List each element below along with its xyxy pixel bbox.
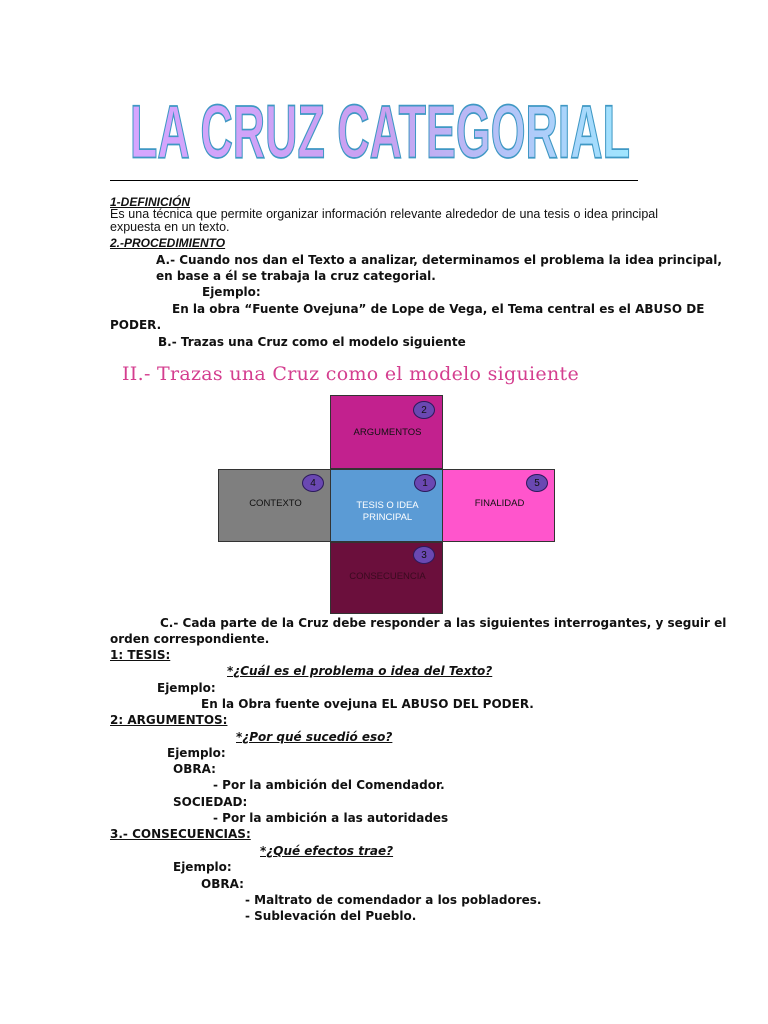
cross-cell-finalidad (442, 469, 555, 542)
cross-label-tesis (331, 500, 444, 524)
procedure-heading: 2.-PROCEDIMIENTO (110, 236, 226, 250)
cross-number-badge: 5 (526, 474, 548, 492)
argumentos-sociedad-label: SOCIEDAD: (173, 795, 248, 809)
procedure-example-label: Ejemplo: (202, 285, 261, 299)
step-c-line1: C.- Cada parte de la Cruz debe responder a las siguientes interrogantes, y seguir el (160, 616, 727, 630)
cross-number-badge: 2 (413, 401, 435, 419)
cross-number-badge: 4 (302, 474, 324, 492)
tesis-example-label: Ejemplo: (157, 681, 216, 695)
argumentos-example-label: Ejemplo: (167, 746, 226, 760)
tesis-example: En la Obra fuente ovejuna EL ABUSO DEL PODER. (201, 697, 534, 711)
procedure-example-line2: PODER. (110, 318, 162, 332)
cross-cell-argumentos (330, 395, 443, 469)
cross-label-tesis-line1: TESIS O IDEA (356, 500, 419, 511)
argumentos-question: *¿Por qué sucedió eso? (236, 730, 393, 744)
cross-label-contexto: CONTEXTO (249, 498, 302, 509)
consecuencias-item-1: - Maltrato de comendador a los pobladores. (245, 893, 542, 907)
cross-cell-consecuencia (330, 542, 443, 614)
diagram-subtitle: II.- Trazas una Cruz como el modelo siguiente (122, 363, 579, 385)
argumentos-heading: 2: ARGUMENTOS: (110, 713, 228, 727)
step-c-line2: orden correspondiente. (110, 632, 270, 646)
page-title-text: LA CRUZ CATEGORIAL (130, 88, 630, 172)
consecuencias-question: *¿Qué efectos trae? (260, 844, 394, 858)
cross-number-badge: 1 (414, 474, 436, 492)
argumentos-obra-item: - Por la ambición del Comendador. (213, 778, 445, 792)
procedure-step-a-line2: en base a él se trabaja la cruz categorial. (156, 269, 436, 283)
cross-cell-contexto (218, 469, 331, 542)
cross-label-consecuencia: CONSECUENCIA (349, 571, 426, 582)
cross-label-argumentos: ARGUMENTOS (353, 427, 422, 438)
cross-cell-tesis (330, 469, 443, 542)
argumentos-sociedad-item: - Por la ambición a las autoridades (213, 811, 449, 825)
consecuencias-example-label: Ejemplo: (173, 860, 232, 874)
consecuencias-item-2: - Sublevación del Pueblo. (245, 909, 417, 923)
procedure-step-a-line1: A.- Cuando nos dan el Texto a analizar, determinamos el problema la idea principal, (156, 253, 722, 267)
consecuencias-heading: 3.- CONSECUENCIAS: (110, 827, 251, 841)
consecuencias-obra-label: OBRA: (201, 877, 244, 891)
definition-text: Es una técnica que permite organizar información relevante alrededor de una tesis o idea principal expuesta en un texto. (110, 207, 658, 234)
tesis-question: *¿Cuál es el problema o idea del Texto? (227, 664, 493, 678)
procedure-example-line1: En la obra “Fuente Ovejuna” de Lope de Vega, el Tema central es el ABUSO DE (172, 302, 705, 316)
procedure-step-b: B.- Trazas una Cruz como el modelo siguiente (158, 335, 466, 349)
argumentos-obra-label: OBRA: (173, 762, 216, 776)
tesis-heading: 1: TESIS: (110, 648, 171, 662)
definition-heading: 1-DEFINICIÓN (110, 195, 191, 209)
cross-label-tesis-line2: PRINCIPAL (362, 512, 413, 523)
cross-label-finalidad: FINALIDAD (474, 498, 525, 509)
cross-number-badge: 3 (413, 546, 435, 564)
